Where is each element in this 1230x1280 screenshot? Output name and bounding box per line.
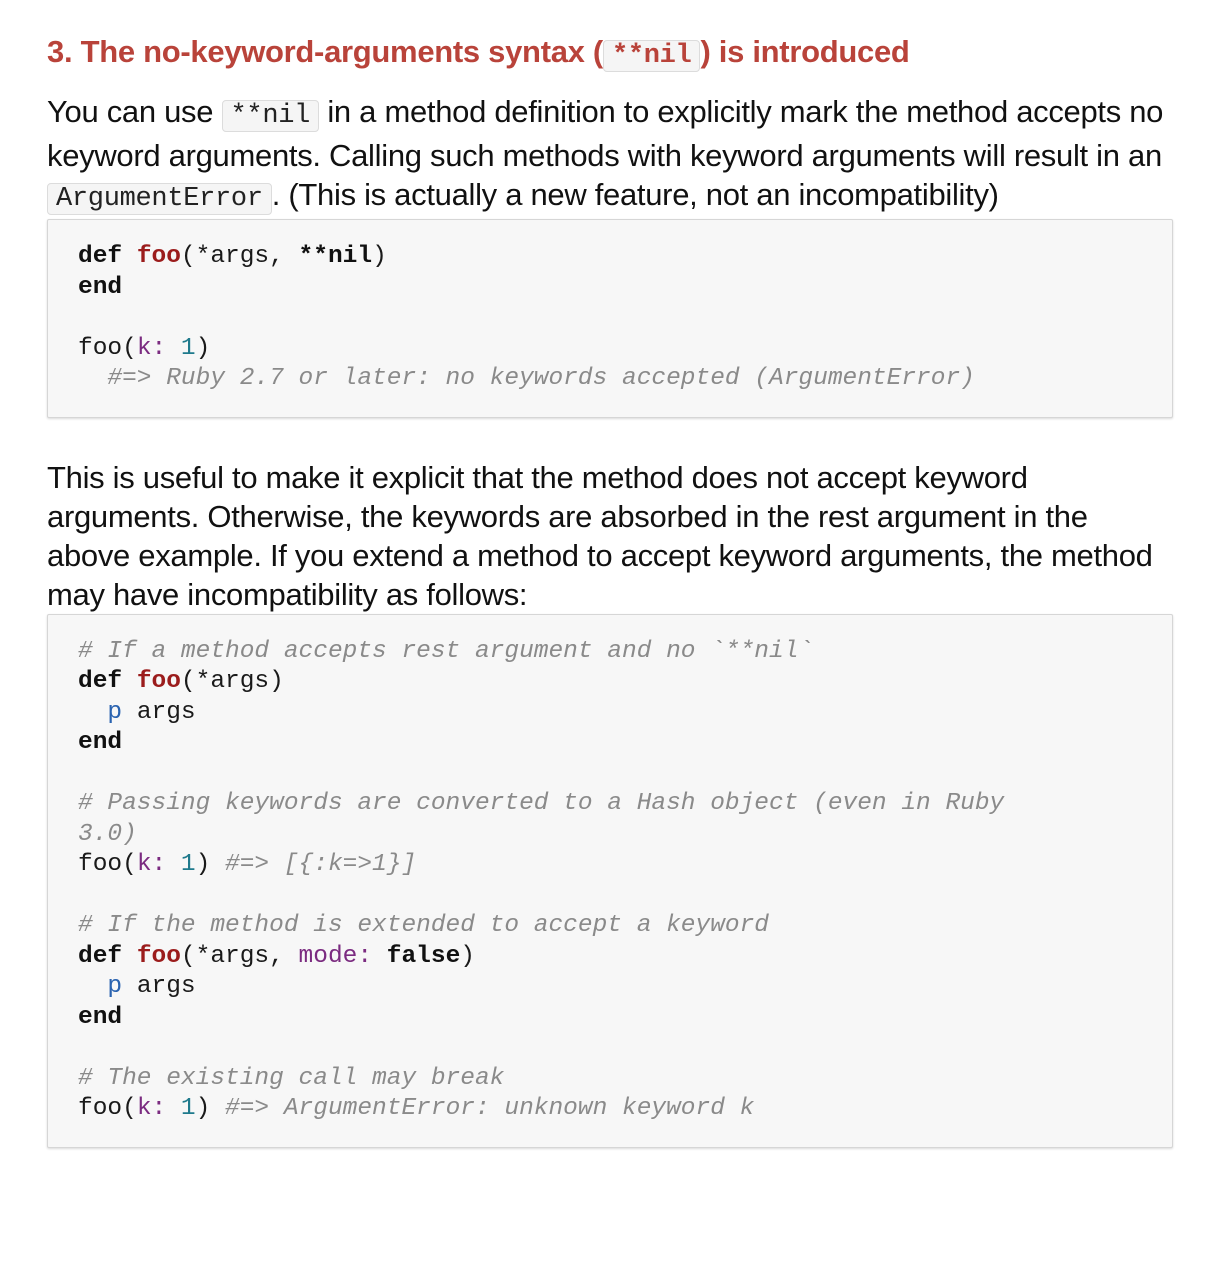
code-line — [78, 911, 1142, 942]
code-line — [78, 1094, 1142, 1125]
code-line — [78, 820, 1142, 851]
code-line — [78, 334, 1142, 365]
code-line — [78, 789, 1142, 820]
heading-prefix: 3. The no-keyword-arguments syntax ( — [47, 34, 603, 69]
intro-text-2: in a method definition to explicitly mark the method accepts no keyword arguments. Calling such methods with keyword arguments will result in an — [47, 94, 1164, 173]
code-comment: # If the method is extended to accept a keyword — [78, 912, 770, 939]
code-line-blank — [78, 881, 1142, 912]
code-number: 1 — [180, 334, 196, 362]
code-line-blank — [78, 303, 1142, 334]
code-block-1 — [47, 219, 1173, 418]
code-paren: ) — [460, 942, 475, 970]
section-heading — [47, 30, 1173, 78]
code-call: foo( — [78, 851, 137, 878]
code-line — [78, 972, 1142, 1003]
keyword-nil: **nil — [298, 243, 373, 270]
code-line — [78, 667, 1142, 698]
code-line — [78, 942, 1142, 973]
keyword-end: end — [78, 1003, 123, 1031]
code-args: (*args, — [180, 243, 299, 270]
keyword-def: def — [78, 668, 123, 695]
code-line — [78, 698, 1142, 729]
code-line-blank — [78, 1033, 1142, 1064]
keyword-end: end — [78, 273, 123, 301]
code-line-blank — [78, 759, 1142, 790]
intro-text-1: You can use — [47, 94, 222, 129]
code-line — [78, 637, 1142, 668]
code-comment: 3.0) — [78, 820, 137, 848]
code-args: args — [136, 973, 196, 1000]
code-symbol: k: — [136, 1095, 167, 1122]
code-comment: #=> [{:k=>1}] — [225, 851, 417, 878]
code-line — [78, 1064, 1142, 1095]
code-line — [78, 242, 1142, 273]
code-number: 1 — [180, 1095, 196, 1122]
keyword-false: false — [386, 942, 461, 970]
heading-inline-code: **nil — [603, 40, 701, 72]
code-symbol: k: — [136, 334, 167, 362]
intro-text-3: . (This is actually a new feature, not an incompatibility) — [271, 177, 999, 212]
heading-suffix: ) is introduced — [700, 34, 910, 69]
keyword-def: def — [78, 243, 123, 270]
code-line — [78, 273, 1142, 304]
builtin-p: p — [107, 973, 123, 1000]
inline-code-argumenterror: ArgumentError — [47, 183, 272, 215]
code-paren: ) — [195, 851, 211, 878]
code-line — [78, 1003, 1142, 1034]
code-args: (*args, — [180, 942, 299, 970]
code-line — [78, 850, 1142, 881]
article — [47, 30, 1173, 1148]
code-paren: ) — [195, 1095, 211, 1122]
keyword-end: end — [78, 729, 123, 756]
code-symbol: k: — [136, 851, 167, 878]
code-number: 1 — [180, 851, 196, 878]
builtin-p: p — [107, 698, 123, 726]
code-line — [78, 364, 1142, 395]
method-name: foo — [136, 243, 181, 270]
code-symbol: mode: — [298, 942, 373, 970]
code-comment: # The existing call may break — [78, 1064, 505, 1092]
method-name: foo — [136, 668, 181, 695]
code-args: (*args) — [180, 668, 284, 695]
method-name: foo — [136, 942, 181, 970]
code-comment: # If a method accepts rest argument and no `**nil` — [78, 637, 814, 665]
code-comment: #=> ArgumentError: unknown keyword k — [225, 1095, 755, 1122]
keyword-def: def — [78, 942, 123, 970]
explanation-paragraph: This is useful to make it explicit that the method does not accept keyword arguments. Otherwise, the keywords are absorbed in the rest argument in the above example. If you extend a method to accept keyword arguments, the method may have incompatibility as follows: — [47, 459, 1153, 612]
code-call: foo( — [78, 1095, 137, 1122]
code-call: foo( — [78, 334, 137, 362]
code-comment: # Passing keywords are converted to a Hash object (even in Ruby — [78, 790, 1005, 817]
code-paren: ) — [195, 334, 211, 362]
code-block-2 — [47, 614, 1173, 1148]
intro-paragraph — [47, 92, 1173, 219]
code-paren: ) — [372, 243, 387, 270]
inline-code-nil: **nil — [222, 100, 320, 132]
code-comment: #=> Ruby 2.7 or later: no keywords accepted (ArgumentError) — [107, 365, 975, 392]
code-line — [78, 728, 1142, 759]
code-args: args — [136, 698, 196, 726]
